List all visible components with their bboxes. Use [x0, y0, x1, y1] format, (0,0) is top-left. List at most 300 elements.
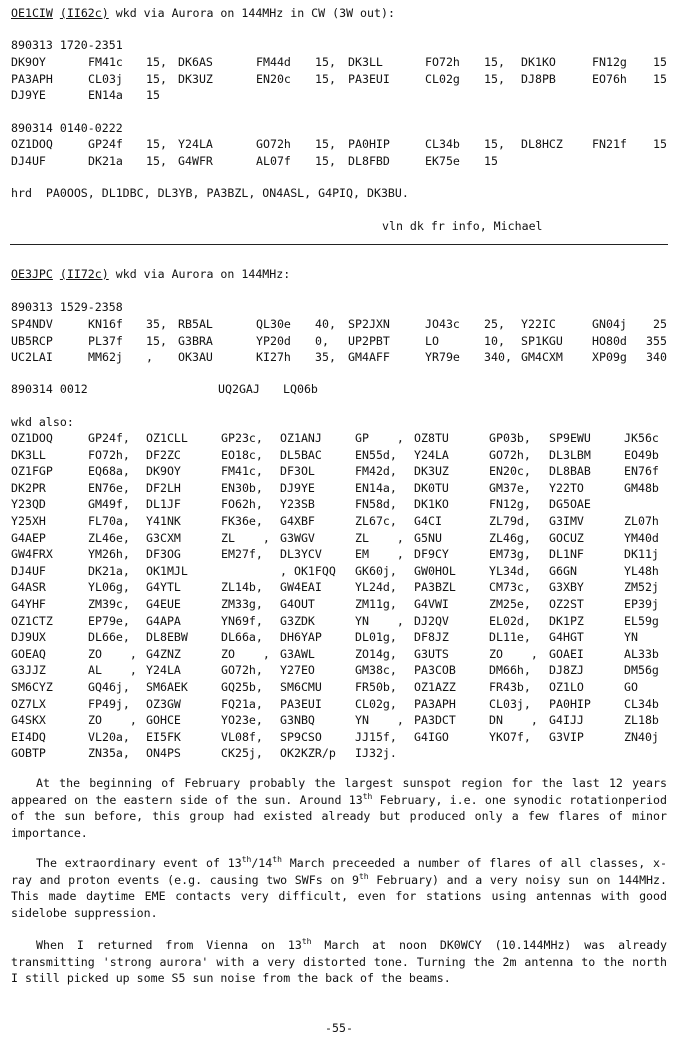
qso-locator: CL03j	[88, 71, 123, 86]
qso-call: PA3EUI	[348, 71, 390, 86]
qso-call: G4WFR	[178, 153, 213, 168]
wkd-call: GOHCE	[146, 713, 181, 728]
qso-value: 15,	[315, 153, 336, 168]
qso-locator: CL34b	[425, 137, 460, 151]
wkd-call: Y23QD	[11, 497, 46, 512]
wkd-locator: YO23e,	[221, 713, 263, 728]
wkd-locator: EL59g	[624, 613, 659, 628]
qso-value: 15,	[484, 55, 505, 69]
qso-value: 0,	[315, 333, 329, 348]
wkd-call: GOAEI	[549, 646, 584, 661]
section1-session1-date: 890313 1720-2351	[11, 38, 123, 52]
wkd-locator: DL11e,	[489, 630, 531, 645]
qso-locator: HO80d	[592, 333, 627, 348]
qso-value: 15,	[315, 55, 336, 69]
qso-call: SP1KGU	[521, 333, 563, 348]
qso-call: DJ9YE	[11, 88, 46, 102]
qso-locator: XP09g	[592, 350, 627, 364]
wkd-call: G4IGO	[414, 729, 449, 744]
wkd-locator: YKO7f,	[489, 729, 531, 744]
wkd-call: GOBTP	[11, 746, 46, 761]
wkd-call: OZ1FGP	[11, 464, 53, 479]
wkd-call: G4AEP	[11, 530, 46, 545]
qso-value: 15	[484, 153, 498, 168]
wkd-call: DF3OL	[280, 464, 315, 479]
qso-locator: FM44d	[256, 55, 291, 69]
qso-locator: EK75e	[425, 153, 460, 168]
wkd-locator: ZL79d,	[489, 514, 531, 528]
wkd-call: DJ8ZJ	[549, 663, 584, 678]
qso-value: 15	[146, 88, 160, 102]
qso-call: DL8HCZ	[521, 137, 563, 151]
wkd-locator: AL ,	[88, 663, 137, 678]
qso-locator: GO72h	[256, 137, 291, 151]
wkd-call: OZ1DOQ	[11, 431, 53, 445]
wkd-locator: CL02g,	[355, 696, 397, 711]
wkd-locator: YN	[624, 630, 638, 645]
qso-value: 355	[646, 333, 667, 348]
qso-call: G3BRA	[178, 333, 213, 348]
qso-locator: QL30e	[256, 317, 291, 331]
wkd-call: G3VIP	[549, 729, 584, 744]
wkd-call: G4YHF	[11, 597, 46, 611]
wkd-call: EI5FK	[146, 729, 181, 744]
wkd-call: GW4FRX	[11, 547, 53, 562]
wkd-call: G4CI	[414, 514, 442, 528]
section1-session2-date: 890314 0140-0222	[11, 121, 123, 135]
wkd-call: GOEAQ	[11, 646, 46, 661]
wkd-locator: GM37e,	[489, 480, 531, 495]
wkd-call: PA3EUI	[280, 696, 322, 711]
wkd-call: SM6AEK	[146, 680, 188, 694]
qso-value: 15,	[146, 71, 167, 86]
wkd-locator: GM38c,	[355, 663, 397, 678]
wkd-locator: ZO ,	[88, 646, 137, 661]
qso-value: 25,	[484, 317, 505, 331]
wkd-call: OZ1CLL	[146, 431, 188, 445]
qso-locator: CL02g	[425, 71, 460, 86]
wkd-locator: YL48h	[624, 563, 659, 578]
wkd-call: G4VWI	[414, 597, 449, 611]
wkd-call: DL3LBM	[549, 447, 591, 462]
wkd-call: G3CXM	[146, 530, 181, 545]
wkd-locator: FN12g,	[489, 497, 531, 512]
wkd-call: G4SKX	[11, 713, 46, 728]
qso-call: GM4CXM	[521, 350, 563, 364]
wkd-locator: YN ,	[355, 713, 404, 728]
wkd-locator: DM56g	[624, 663, 659, 678]
wkd-locator: EP79e,	[88, 613, 130, 628]
wkd-locator: ZM39c,	[88, 597, 130, 611]
qso-locator: FN21f	[592, 137, 627, 151]
wkd-locator: FK36e,	[221, 514, 263, 528]
qso-locator: FN12g	[592, 55, 627, 69]
section1-callsign: OE1CIW	[11, 6, 53, 20]
wkd-call: OK1MJL	[146, 563, 188, 578]
wkd-locator: EO18c,	[221, 447, 263, 462]
qso-locator: LO	[425, 333, 439, 348]
paragraph-3	[11, 937, 667, 987]
qso-call: UP2PBT	[348, 333, 390, 348]
wkd-also-label: wkd also:	[11, 415, 74, 429]
wkd-call: G4OUT	[280, 597, 315, 611]
qso-value: 25	[653, 317, 667, 331]
wkd-call: SP9EWU	[549, 431, 591, 445]
wkd-locator: ZM11g,	[355, 597, 397, 611]
page-number: -55-	[325, 1021, 353, 1035]
qso-value: 15,	[146, 153, 167, 168]
wkd-call: SM6CMU	[280, 680, 322, 694]
qso-locator: YP20d	[256, 333, 291, 348]
heard-stations: hrd PA0OOS, DL1DBC, DL3YB, PA3BZL, ON4ASL, G4PIQ, DK3BU.	[11, 186, 409, 200]
qso-value: 15,	[315, 137, 336, 151]
wkd-locator: JJ15f,	[355, 729, 397, 744]
wkd-call: ON4PS	[146, 746, 181, 761]
wkd-call: SP9CSO	[280, 729, 322, 744]
wkd-call: EI4DQ	[11, 729, 46, 744]
qso-call: DK6AS	[178, 55, 213, 69]
wkd-call: DG5OAE	[549, 497, 591, 512]
wkd-locator: EN76e,	[88, 480, 130, 495]
qso-call: GM4AFF	[348, 350, 390, 364]
wkd-call: PA3DCT	[414, 713, 456, 728]
qso-locator: GN04j	[592, 317, 627, 331]
wkd-call: Y24LA	[414, 447, 449, 462]
section2-callsign: OE3JPC	[11, 267, 53, 281]
section1-heading	[11, 6, 395, 20]
wkd-call: OZ7LX	[11, 696, 46, 711]
wkd-locator: AL33b	[624, 646, 659, 661]
wkd-call: DJ4UF	[11, 563, 46, 578]
wkd-locator: EQ68a,	[88, 464, 130, 479]
wkd-call: DL1NF	[549, 547, 584, 562]
qso-value: 340,	[484, 350, 512, 364]
wkd-locator: EN76f	[624, 464, 659, 479]
qso-locator: EN14a	[88, 88, 123, 102]
qso-locator: EO76h	[592, 71, 627, 86]
wkd-call: G3NBQ	[280, 713, 315, 728]
wkd-locator: YN ,	[355, 613, 404, 628]
qso-value: 15	[653, 71, 667, 86]
wkd-locator: CL03j,	[489, 696, 531, 711]
section2-session2-call: UQ2GAJ	[218, 382, 260, 396]
wkd-call: G4XBF	[280, 514, 315, 528]
wkd-locator: EP39j	[624, 597, 659, 611]
wkd-call: G4EUE	[146, 597, 181, 611]
wkd-locator: FO72h,	[88, 447, 130, 462]
wkd-call: DF2LH	[146, 480, 181, 495]
wkd-locator: GP03b,	[489, 431, 531, 445]
section-divider	[10, 244, 668, 245]
qso-call: DK3LL	[348, 55, 383, 69]
wkd-locator: ZO ,	[489, 646, 538, 661]
section2-session2-locator: LQ06b	[283, 382, 318, 396]
section2-title: wkd via Aurora on 144MHz:	[108, 267, 291, 281]
qso-locator: PL37f	[88, 333, 123, 348]
wkd-call: G3IMV	[549, 514, 584, 528]
qso-value: 15,	[315, 71, 336, 86]
wkd-locator: EN20c,	[489, 464, 531, 479]
wkd-call: G3UTS	[414, 646, 449, 661]
wkd-call: DK1KO	[414, 497, 449, 512]
qso-value: 15,	[146, 55, 167, 69]
paragraph-1	[11, 775, 667, 841]
wkd-call: PA3APH	[414, 696, 456, 711]
wkd-locator: GM48b	[624, 480, 659, 495]
wkd-call: SM6CYZ	[11, 680, 53, 694]
wkd-locator: ZN35a,	[88, 746, 130, 761]
wkd-locator: EN14a,	[355, 480, 397, 495]
wkd-locator: DL66a,	[221, 630, 263, 645]
qso-value: 10,	[484, 333, 505, 348]
qso-value: 35,	[146, 317, 167, 331]
wkd-call: G4HGT	[549, 630, 584, 645]
wkd-locator: ZM52j	[624, 580, 659, 595]
qso-call: SP2JXN	[348, 317, 390, 331]
wkd-call: G4ASR	[11, 580, 46, 595]
wkd-locator: EM27f,	[221, 547, 263, 562]
qso-call: Y22IC	[521, 317, 556, 331]
wkd-locator: ZO14g,	[355, 646, 397, 661]
wkd-call: DL8EBW	[146, 630, 188, 645]
wkd-call: DF9CY	[414, 547, 449, 562]
qso-call: Y24LA	[178, 137, 213, 151]
wkd-locator: EM ,	[355, 547, 404, 562]
wkd-locator: FR43b,	[489, 680, 531, 694]
wkd-call: Y22TO	[549, 480, 584, 495]
wkd-locator: ZM25e,	[489, 597, 531, 611]
qso-locator: YR79e	[425, 350, 460, 364]
wkd-call: DL1JF	[146, 497, 181, 512]
wkd-call: DL3YCV	[280, 547, 322, 562]
qso-locator: JO43c	[425, 317, 460, 331]
wkd-call: OK2KZR/p	[280, 746, 336, 761]
wkd-locator: YL06g,	[88, 580, 130, 595]
wkd-call: G3ZDK	[280, 613, 315, 628]
qso-call: DL8FBD	[348, 153, 390, 168]
wkd-locator: DM66h,	[489, 663, 531, 678]
wkd-call: G4IJJ	[549, 713, 584, 728]
p1-sup: th	[362, 791, 373, 801]
wkd-call: DK9OY	[146, 464, 181, 479]
wkd-call: DF8JZ	[414, 630, 449, 645]
wkd-locator: ZM33g,	[221, 597, 263, 611]
wkd-locator: ZL14b,	[221, 580, 263, 595]
qso-locator: KI27h	[256, 350, 291, 364]
p3-text-a: When I returned from Vienna on 13	[36, 938, 302, 952]
wkd-locator: ZL46g,	[489, 530, 531, 545]
wkd-call: GOCUZ	[549, 530, 584, 545]
wkd-locator: CM73c,	[489, 580, 531, 595]
wkd-call: PA3BZL	[414, 580, 456, 595]
p2-text-a: The extraordinary event of 13	[36, 856, 242, 870]
section2-heading	[11, 267, 290, 281]
qso-value: 15,	[484, 71, 505, 86]
wkd-call: G4YTL	[146, 580, 181, 595]
wkd-locator: FP49j,	[88, 696, 130, 711]
p2-sup-3: th	[358, 871, 369, 881]
wkd-call: DH6YAP	[280, 630, 322, 645]
qso-call: SP4NDV	[11, 317, 53, 331]
wkd-call: OZ8TU	[414, 431, 449, 445]
qso-value: 15	[653, 55, 667, 69]
qso-value: 15,	[146, 333, 167, 348]
wkd-call: DK0TU	[414, 480, 449, 495]
p2-sup-1: th	[241, 855, 252, 865]
wkd-locator: ZL07h	[624, 514, 659, 528]
wkd-locator: ZO ,	[221, 646, 270, 661]
qso-locator: GP24f	[88, 137, 123, 151]
wkd-call: PA0HIP	[549, 696, 591, 711]
wkd-call: Y41NK	[146, 514, 181, 528]
wkd-locator: GP23c,	[221, 431, 263, 445]
wkd-locator: DK11j	[624, 547, 659, 562]
wkd-call: DL5BAC	[280, 447, 322, 462]
qso-call: DK3UZ	[178, 71, 213, 86]
wkd-call: G3XBY	[549, 580, 584, 595]
wkd-locator: ZL ,	[221, 530, 270, 545]
qso-value: 35,	[315, 350, 336, 364]
p3-text-b: March at noon DK0WCY (10.144MHz) was already transmitting 'strong aurora' with a very distorted tone. Turning the 2m antenna to the north I still picked up some S5 sun noise from the back of the beams.	[11, 938, 667, 986]
wkd-call: OZ1LO	[549, 680, 584, 694]
qso-value: 40,	[315, 317, 336, 331]
wkd-call: GW4EAI	[280, 580, 322, 595]
wkd-locator: YL24d,	[355, 580, 397, 595]
wkd-locator: GP24f,	[88, 431, 130, 445]
qso-call: PA0HIP	[348, 137, 390, 151]
wkd-call: OZ1CTZ	[11, 613, 53, 628]
p3-sup: th	[301, 937, 312, 947]
wkd-call: DK2PR	[11, 480, 46, 495]
wkd-locator: GM49f,	[88, 497, 130, 512]
section1-title: wkd via Aurora on 144MHz in CW (3W out):	[108, 6, 395, 20]
qso-call: PA3APH	[11, 71, 53, 86]
qso-value: 15,	[146, 137, 167, 151]
p2-text-c: March preceeded a number of flares of all classes, x-ray and proton events (e.g. causing two SWFs on 9	[11, 856, 668, 887]
wkd-locator: ZN40j	[624, 729, 659, 744]
qso-locator: FM41c	[88, 55, 123, 69]
wkd-call: Y27EO	[280, 663, 315, 678]
wkd-locator: ZL ,	[355, 530, 404, 545]
p2-text-b: /14	[251, 856, 273, 870]
qso-call: RB5AL	[178, 317, 213, 331]
wkd-locator: ZO ,	[88, 713, 137, 728]
wkd-locator: EO49b	[624, 447, 659, 462]
qso-locator: MM62j	[88, 350, 123, 364]
qso-call: OZ1DOQ	[11, 137, 53, 151]
wkd-locator: FN58d,	[355, 497, 397, 512]
wkd-locator: DL01g,	[355, 630, 397, 645]
p2-text-d: February) and a very noisy sun on 144MHz. This made daytime EME contacts very difficult, even for stations using antennas with good sidelobe suppression.	[11, 872, 667, 920]
p2-sup-2: th	[272, 855, 282, 865]
wkd-locator: GK60j,	[355, 563, 397, 578]
wkd-locator: FM42d,	[355, 464, 397, 479]
qso-locator: EN20c	[256, 71, 291, 86]
wkd-call: GW0HOL	[414, 563, 456, 578]
wkd-locator: DL66e,	[88, 630, 130, 645]
wkd-locator: JK56c	[624, 431, 659, 445]
qso-value: 15	[653, 137, 667, 151]
wkd-locator: YN69f,	[221, 613, 263, 628]
wkd-call: , OK1FQQ	[280, 563, 336, 578]
paragraph-2	[11, 855, 667, 921]
qso-call: DJ4UF	[11, 153, 46, 168]
wkd-locator: IJ32j.	[355, 746, 397, 761]
qso-locator: AL07f	[256, 153, 291, 168]
wkd-locator: GQ46j,	[88, 680, 130, 694]
wkd-locator: FL70a,	[88, 514, 130, 528]
wkd-call: DF3OG	[146, 547, 181, 562]
qso-locator: KN16f	[88, 317, 123, 331]
wkd-call: Y24LA	[146, 663, 181, 678]
wkd-locator: FO62h,	[221, 497, 263, 512]
qso-locator: FO72h	[425, 55, 460, 69]
section2-session1-date: 890313 1529-2358	[11, 300, 123, 314]
wkd-locator: GQ25b,	[221, 680, 263, 694]
wkd-locator: ZL46e,	[88, 530, 130, 545]
wkd-locator: FQ21a,	[221, 696, 263, 711]
qso-call: UB5RCP	[11, 333, 53, 348]
wkd-call: DJ9UX	[11, 630, 46, 645]
wkd-call: OZ1ANJ	[280, 431, 322, 445]
wkd-locator: GP ,	[355, 431, 404, 445]
wkd-call: DK1PZ	[549, 613, 584, 628]
wkd-locator: YM26h,	[88, 547, 130, 562]
wkd-call: DJ9YE	[280, 480, 315, 495]
p1-text-a: At the beginning of February probably the largest sunspot region for the last 12 years appeared on the eastern side of the sun. Around 13	[11, 776, 667, 807]
wkd-locator: CK25j,	[221, 746, 263, 761]
qso-call: DJ8PB	[521, 71, 556, 86]
section1-locator: (II62c)	[59, 6, 109, 20]
wkd-locator: DN ,	[489, 713, 538, 728]
wkd-locator: ZL67c,	[355, 514, 397, 528]
wkd-call: DF2ZC	[146, 447, 181, 462]
wkd-call: DL8BAB	[549, 464, 591, 479]
wkd-locator: GO	[624, 680, 638, 694]
wkd-call: DK3UZ	[414, 464, 449, 479]
wkd-call: Y23SB	[280, 497, 315, 512]
wkd-call: G6GN	[549, 563, 577, 578]
wkd-locator: EN55d,	[355, 447, 397, 462]
p1-text-b: February, i.e. one synodic rotationperiod of the sun before, this group had existed already but produced only a few flares of minor importance.	[11, 792, 667, 840]
wkd-call: G4APA	[146, 613, 181, 628]
signature: vln dk fr info, Michael	[382, 219, 543, 233]
qso-call: UC2LAI	[11, 350, 53, 364]
wkd-call: G3JJZ	[11, 663, 46, 678]
wkd-call: OZ3GW	[146, 696, 181, 711]
wkd-locator: EM73g,	[489, 547, 531, 562]
wkd-call: Y25XH	[11, 514, 46, 528]
wkd-locator: FR50b,	[355, 680, 397, 694]
qso-call: DK9OY	[11, 55, 46, 69]
wkd-locator: EN30b,	[221, 480, 263, 495]
wkd-locator: VL08f,	[221, 729, 263, 744]
wkd-call: G3WGV	[280, 530, 315, 545]
wkd-call: DJ2QV	[414, 613, 449, 628]
wkd-locator: FM41c,	[221, 464, 263, 479]
wkd-call: OZ2ST	[549, 597, 584, 611]
wkd-locator: YL34d,	[489, 563, 531, 578]
qso-value: 340	[646, 350, 667, 364]
wkd-locator: EL02d,	[489, 613, 531, 628]
qso-call: DK1KO	[521, 55, 556, 69]
qso-value: ,	[146, 350, 153, 364]
wkd-locator: DK21a,	[88, 563, 130, 578]
wkd-locator: YM40d	[624, 530, 659, 545]
wkd-call: DK3LL	[11, 447, 46, 462]
wkd-locator: CL34b	[624, 696, 659, 711]
section2-session2-date: 890314 0012	[11, 382, 88, 396]
